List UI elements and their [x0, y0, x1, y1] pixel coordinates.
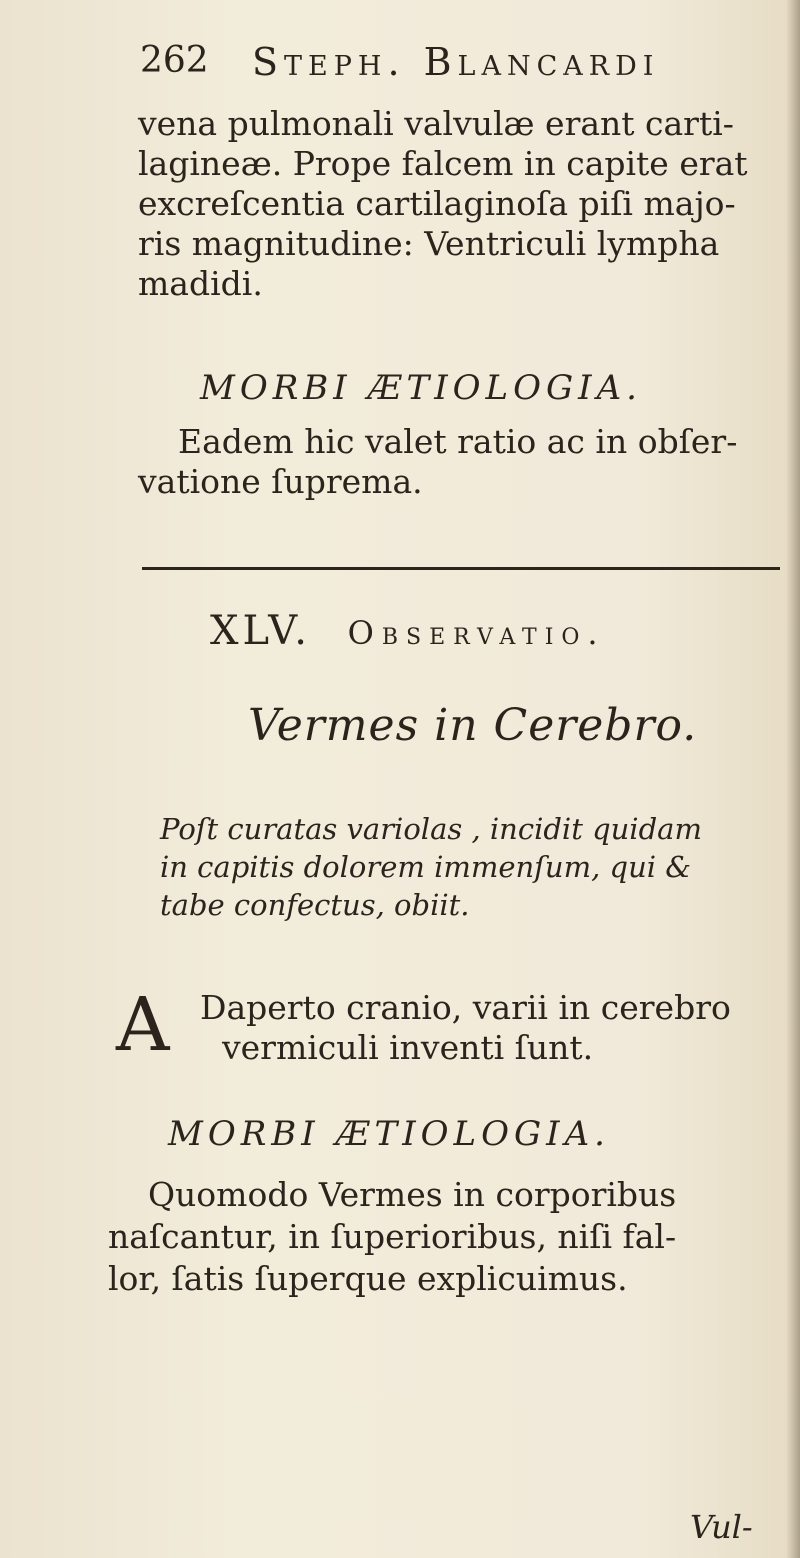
text-line: naſcantur, in ſuperioribus, niſi fal-: [108, 1217, 677, 1256]
observation-label: Observatio.: [347, 614, 606, 652]
text-line: vena pulmonali valvulæ erant carti-: [138, 104, 734, 143]
running-title: Steph. Blancardi: [252, 40, 660, 84]
page-edge-shadow: [786, 0, 800, 1558]
paragraph-section-1: [138, 422, 778, 502]
section-heading-1: MORBI ÆTIOLOGIA.: [200, 368, 642, 408]
page-header: [140, 40, 740, 90]
text-line: Eadem hic valet ratio ac in obſer-: [178, 422, 738, 461]
text-line: excreſcentia cartilaginoſa piſi majo-: [138, 184, 736, 223]
text-line: in capitis dolorem immenſum, qui &: [160, 850, 692, 884]
observation-title: Vermes in Cerebro.: [248, 700, 698, 751]
text-line: madidi.: [138, 264, 263, 303]
case-summary: [160, 810, 780, 924]
text-line: vatione ſuprema.: [138, 462, 423, 501]
text-line: Poſt curatas variolas , incidit quidam: [160, 812, 702, 846]
horizontal-rule: [142, 567, 780, 570]
observation-number: XLV.: [210, 608, 311, 654]
text-line: tabe confectus, obiit.: [160, 888, 470, 922]
text-line: lor, ſatis ſuperque explicuimus.: [108, 1259, 628, 1298]
catchword: Vul-: [690, 1508, 753, 1546]
text-line: ris magnitudine: Ventriculi lympha: [138, 224, 720, 263]
text-line: Quomodo Vermes in corporibus: [148, 1175, 677, 1214]
drop-cap: A: [116, 982, 170, 1068]
text-line: Daperto cranio, varii in cerebro: [200, 988, 731, 1027]
paragraph-1: [138, 104, 778, 304]
text-line: vermiculi inventi ſunt.: [222, 1028, 594, 1067]
page-number: 262: [140, 40, 209, 81]
paragraph-section-2: [108, 1174, 778, 1300]
section-heading-2: MORBI ÆTIOLOGIA.: [168, 1114, 610, 1154]
paragraph-2: [200, 988, 780, 1068]
observation-heading: [210, 608, 606, 654]
text-line: lagineæ. Prope falcem in capite erat: [138, 144, 748, 183]
